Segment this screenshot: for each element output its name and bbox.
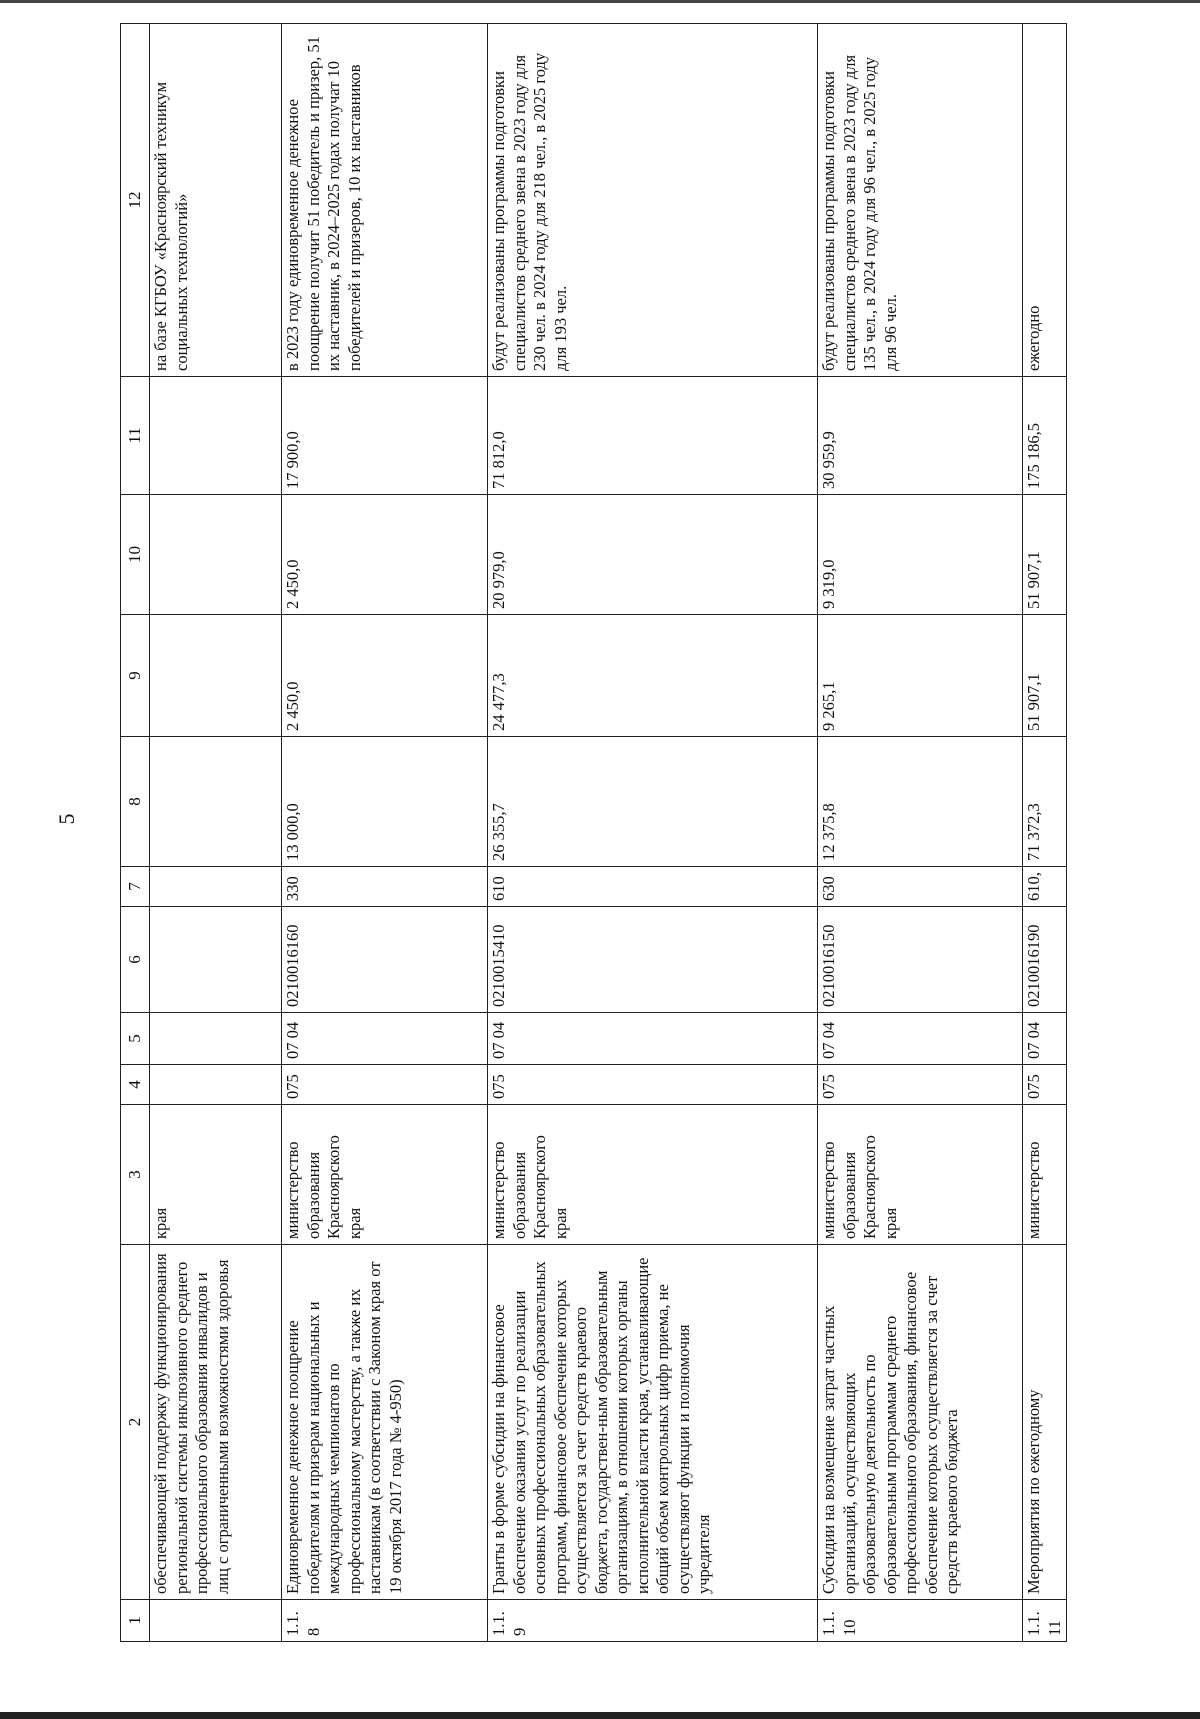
measure-name: Субсидии на возмещение затрат частных организаций, осуществляющих образовательную деятельность по образовательным программам среднего профессионального образования, финансовое обеспечение которых осуществляется за счет средств краевого бюджета: [818, 1245, 1023, 1600]
column-number: 4: [121, 1065, 150, 1105]
amount-2024: 9 265,1: [818, 615, 1023, 737]
target-article-code: 0210016160: [282, 907, 488, 1013]
administrator: министерство образования Красноярского края: [282, 1105, 488, 1245]
amount-total: 71 812,0: [488, 377, 818, 495]
expense-type-code: [150, 867, 282, 907]
grbs-code: 075: [818, 1065, 1023, 1105]
section-code: 07 04: [818, 1013, 1023, 1065]
column-number: 3: [121, 1105, 150, 1245]
section-code: 07 04: [488, 1013, 818, 1065]
amount-2025: [150, 495, 282, 615]
column-number: 6: [121, 907, 150, 1013]
expected-result: в 2023 году единовременное денежное поощрение получит 51 победитель и призер, 51 их наставник, в 2024–2025 годах получат 10 победителей и призеров, 10 их наставников: [282, 24, 488, 377]
item-number: 1.1.11: [1023, 1600, 1067, 1642]
expense-type-code: 630: [818, 867, 1023, 907]
amount-2023: 13 000,0: [282, 737, 488, 867]
scan-edge-top: [0, 0, 1200, 3]
target-article-code: [150, 907, 282, 1013]
grbs-code: 075: [488, 1065, 818, 1105]
grbs-code: [150, 1065, 282, 1105]
grbs-code: 075: [282, 1065, 488, 1105]
item-number: 1.1.10: [818, 1600, 1023, 1642]
amount-2024: 24 477,3: [488, 615, 818, 737]
amount-2025: 2 450,0: [282, 495, 488, 615]
amount-2024: 51 907,1: [1023, 615, 1067, 737]
amount-2023: [150, 737, 282, 867]
column-number: 9: [121, 615, 150, 737]
amount-total: 17 900,0: [282, 377, 488, 495]
page-number: 5: [54, 813, 79, 825]
amount-2025: 51 907,1: [1023, 495, 1067, 615]
target-article-code: 0210015410: [488, 907, 818, 1013]
section-code: 07 04: [282, 1013, 488, 1065]
expense-type-code: 610,: [1023, 867, 1067, 907]
amount-2025: 9 319,0: [818, 495, 1023, 615]
measure-name: Гранты в форме субсидии на финансовое обеспечение оказания услуг по реализации основных профессиональных образовательных программ, финансовое обеспечение которых осуществляется за счет средств краевого бюджета, государствен-ным образовательным организациям, в отношении которых органы исполнительной власти края, устанавливающие общий объем контрольных цифр приема, не осуществляют функции и полномочия учредителя: [488, 1245, 818, 1600]
expense-type-code: 610: [488, 867, 818, 907]
amount-total: [150, 377, 282, 495]
administrator: края: [150, 1105, 282, 1245]
expense-type-code: 330: [282, 867, 488, 907]
amount-total: 175 186,5: [1023, 377, 1067, 495]
column-number: 11: [121, 377, 150, 495]
table-row: [818, 24, 1023, 1642]
amount-2023: 12 375,8: [818, 737, 1023, 867]
measure-name: обеспечивающей поддержку функционирования региональной системы инклюзивного среднего профессионального образования инвалидов и лиц с ограниченными возможностями здоровья: [150, 1245, 282, 1600]
budget-table-container: [120, 36, 1064, 1642]
column-number: 12: [121, 24, 150, 377]
column-number: 7: [121, 867, 150, 907]
section-code: [150, 1013, 282, 1065]
section-code: 07 04: [1023, 1013, 1067, 1065]
administrator: министерство образования Красноярского края: [488, 1105, 818, 1245]
grbs-code: 075: [1023, 1065, 1067, 1105]
administrator: министерство: [1023, 1105, 1067, 1245]
item-number: 1.1.9: [488, 1600, 818, 1642]
amount-2023: 26 355,7: [488, 737, 818, 867]
amount-2024: 2 450,0: [282, 615, 488, 737]
target-article-code: 0210016150: [818, 907, 1023, 1013]
table-row: [1023, 24, 1067, 1642]
table-row: [488, 24, 818, 1642]
target-article-code: 0210016190: [1023, 907, 1067, 1013]
column-number: 1: [121, 1600, 150, 1642]
item-number: 1.1.8: [282, 1600, 488, 1642]
budget-table: [120, 23, 1067, 1642]
table-row: [282, 24, 488, 1642]
amount-2023: 71 372,3: [1023, 737, 1067, 867]
expected-result: будут реализованы программы подготовки специалистов среднего звена в 2023 году для 135 чел., в 2024 году для 96 чел., в 2025 году для 96 чел.: [818, 24, 1023, 377]
expected-result: на базе КГБОУ «Красноярский техникум социальных технологий»: [150, 24, 282, 377]
amount-2024: [150, 615, 282, 737]
item-number: [150, 1600, 282, 1642]
administrator: министерство образования Красноярского края: [818, 1105, 1023, 1245]
expected-result: будут реализованы программы подготовки специалистов среднего звена в 2023 году для 230 чел. в 2024 году для 218 чел., в 2025 году для 193 чел.: [488, 24, 818, 377]
column-number: 8: [121, 737, 150, 867]
column-number: 5: [121, 1013, 150, 1065]
column-number: 10: [121, 495, 150, 615]
expected-result: ежегодно: [1023, 24, 1067, 377]
column-number-row: [121, 24, 150, 1642]
amount-total: 30 959,9: [818, 377, 1023, 495]
measure-name: Мероприятия по ежегодному: [1023, 1245, 1067, 1600]
scan-edge-bottom: [0, 1712, 1200, 1719]
measure-name: Единовременное денежное поощрение победителям и призерам национальных и международных чемпионатов по профессиональному мастерству, а также их наставникам (в соответствии с Законом края от 19 октября 2017 года № 4-950): [282, 1245, 488, 1600]
column-number: 2: [121, 1245, 150, 1600]
amount-2025: 20 979,0: [488, 495, 818, 615]
table-row: [150, 24, 282, 1642]
